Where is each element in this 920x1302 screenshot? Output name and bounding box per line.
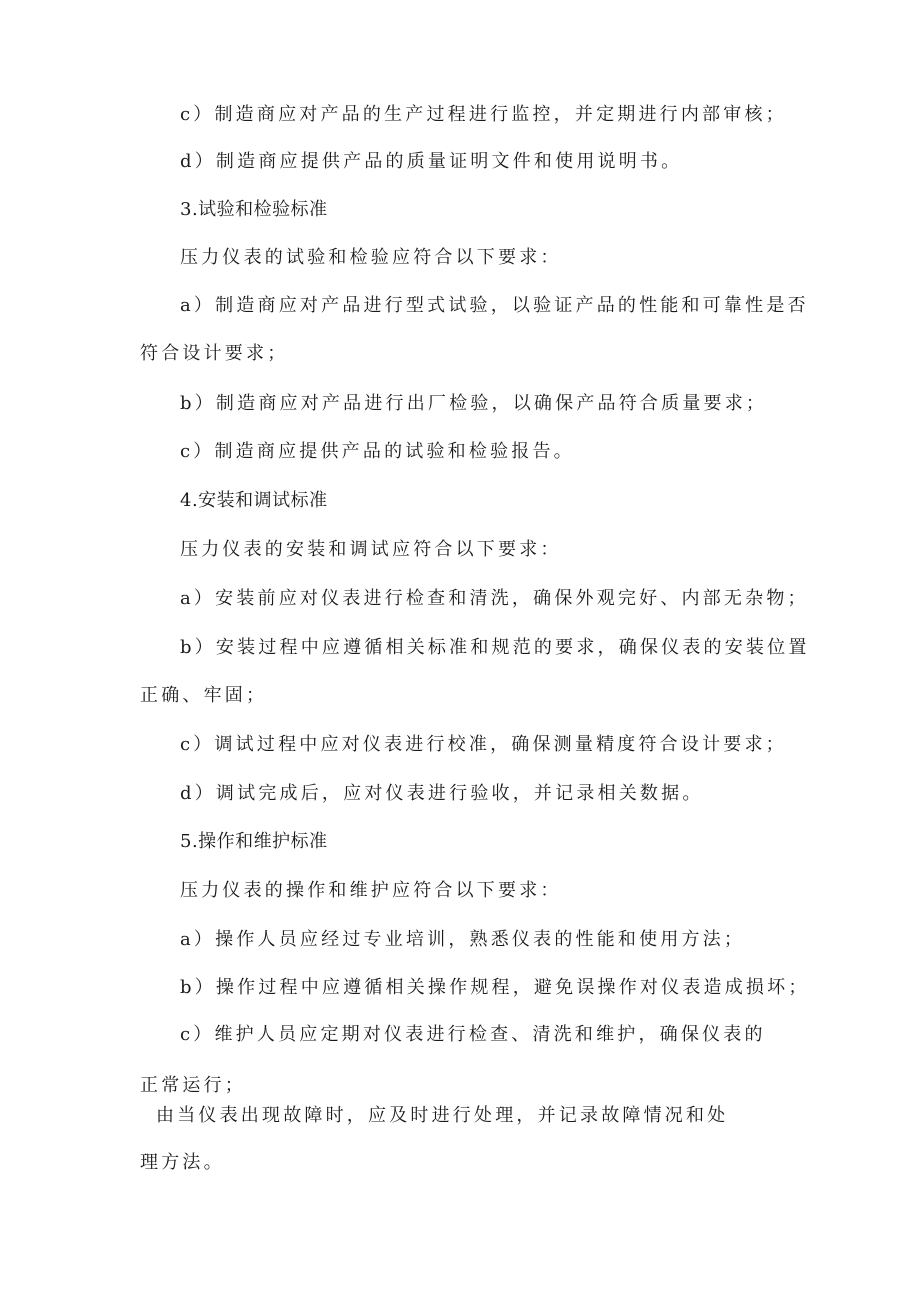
text-line-a-type-test-cont: 符合设计要求； [140, 343, 289, 364]
text-line-b-install-process-cont: 正确、牢固； [140, 685, 268, 706]
text-line-test-intro: 压力仪表的试验和检验应符合以下要求： [180, 247, 562, 268]
text-line-d-quality-certificate: d）制造商应提供产品的质量证明文件和使用说明书。 [180, 151, 683, 172]
section-heading-4: 4.安装和调试标准 [180, 490, 328, 511]
section-heading-5: 5.操作和维护标准 [180, 831, 328, 852]
text-line-a-pre-install-check: a）安装前应对仪表进行检查和清洗，确保外观完好、内部无杂物； [180, 588, 809, 609]
text-line-operation-intro: 压力仪表的操作和维护应符合以下要求： [180, 880, 562, 901]
text-line-fault-handling-cont: 理方法。 [140, 1152, 225, 1173]
text-line-b-install-process: b）安装过程中应遵循相关标准和规范的要求，确保仪表的安装位置 [180, 637, 810, 658]
text-line-a-type-test: a）制造商应对产品进行型式试验，以验证产品的性能和可靠性是否 [180, 295, 809, 316]
text-line-fault-handling: 由当仪表出现故障时，应及时进行处理，并记录故障情况和处 [156, 1105, 729, 1126]
text-line-c-maintenance: c）维护人员应定期对仪表进行检查、清洗和维护，确保仪表的 [180, 1024, 766, 1045]
text-line-c-calibration: c）调试过程中应对仪表进行校准，确保测量精度符合设计要求； [180, 734, 787, 755]
text-line-c-production-monitoring: c）制造商应对产品的生产过程进行监控，并定期进行内部审核； [180, 104, 787, 125]
text-line-d-acceptance: d）调试完成后，应对仪表进行验收，并记录相关数据。 [180, 783, 704, 804]
text-line-c-maintenance-cont: 正常运行； [140, 1075, 246, 1096]
text-line-c-test-report: c）制造商应提供产品的试验和检验报告。 [180, 441, 575, 462]
text-line-b-operation-rules: b）操作过程中应遵循相关操作规程，避免误操作对仪表造成损坏； [180, 977, 810, 998]
text-line-a-operator-training: a）操作人员应经过专业培训，熟悉仪表的性能和使用方法； [180, 929, 746, 950]
section-heading-3: 3.试验和检验标准 [180, 199, 328, 220]
text-line-b-factory-inspection: b）制造商应对产品进行出厂检验，以确保产品符合质量要求； [180, 393, 768, 414]
text-line-install-intro: 压力仪表的安装和调试应符合以下要求： [180, 539, 562, 560]
